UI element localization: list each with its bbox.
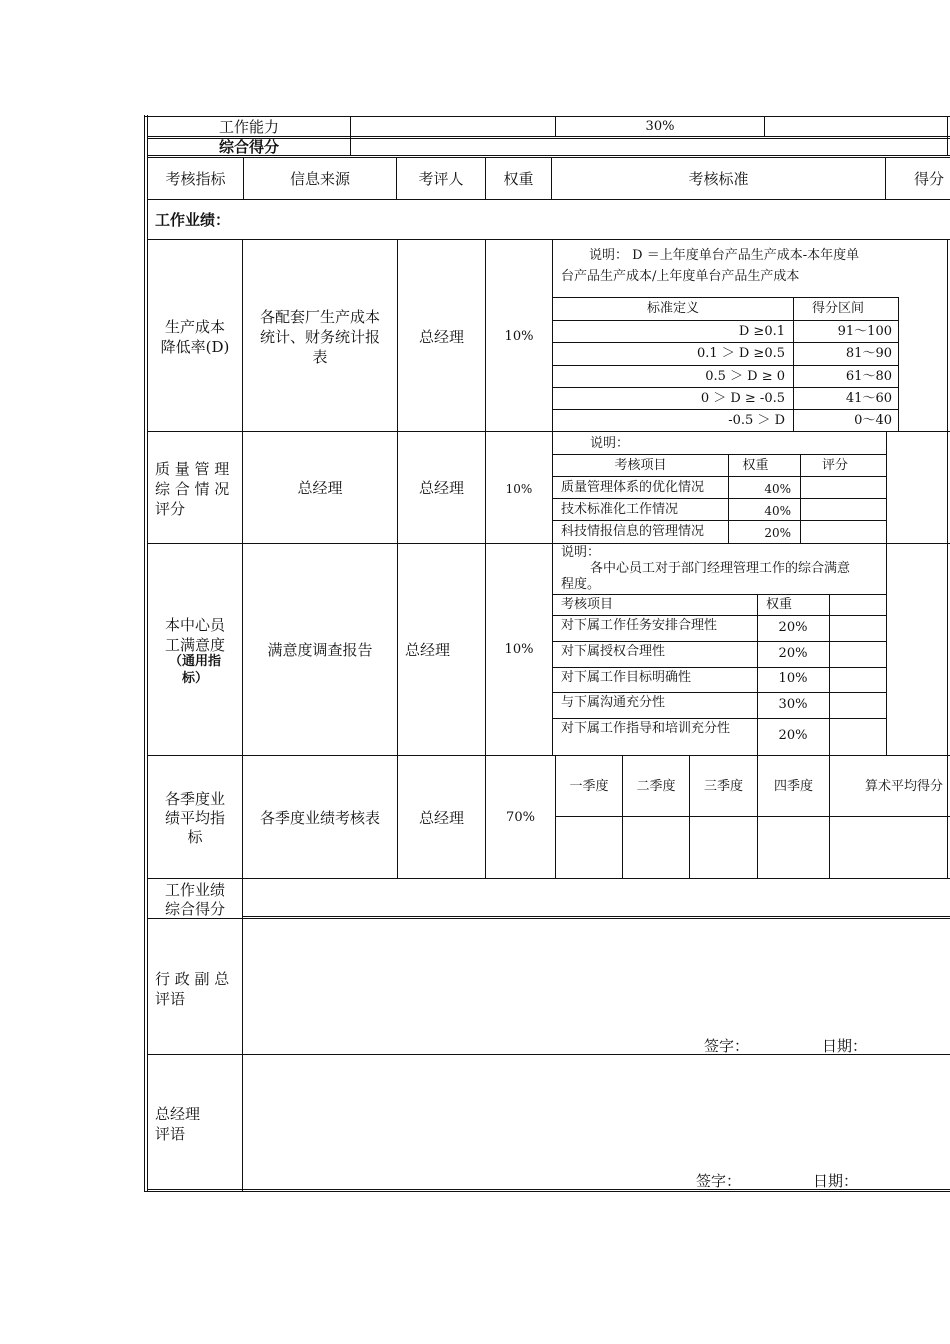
quality-col-item: 考核项目 — [614, 458, 667, 473]
vp-sign-label: 签字： — [704, 1037, 750, 1055]
quality-weight: 10% — [505, 482, 533, 496]
cost-evaluator: 总经理 — [418, 328, 464, 346]
cost-source-line2: 统计、财务统计报 — [259, 328, 380, 346]
quarter-q4: 四季度 — [773, 779, 813, 794]
quality-source: 总经理 — [297, 479, 343, 497]
gm-date-label: 日期： — [813, 1172, 859, 1190]
cost-desc-line1: 说明： D ＝上年度单台产品生产成本-本年度单 — [589, 248, 860, 263]
quality-col-score: 评分 — [821, 458, 848, 473]
header-source: 信息来源 — [289, 169, 350, 188]
cost-row-def: D ≥0.1 — [738, 324, 785, 339]
cost-row-range: 81～90 — [845, 346, 892, 361]
cost-source-line1: 各配套厂生产成本 — [259, 308, 380, 326]
satisfaction-name-line1: 本中心员 — [164, 616, 225, 634]
quality-row-item: 质量管理体系的优化情况 — [561, 480, 705, 495]
cost-name-line1: 生产成本 — [164, 318, 225, 336]
cost-row-def: 0 ＞ D ≥ -0.5 — [700, 391, 785, 406]
satisfaction-row-weight: 30% — [778, 697, 808, 712]
perf-total-line2: 综合得分 — [164, 900, 225, 918]
satisfaction-row-weight: 10% — [778, 671, 808, 686]
cost-row-def: 0.5 ＞ D ≥ 0 — [705, 369, 785, 384]
gm-comment-line1: 总经理 — [155, 1105, 201, 1123]
header-evaluator: 考评人 — [418, 169, 464, 188]
satisfaction-weight: 10% — [504, 642, 534, 657]
satisfaction-col-weight: 权重 — [766, 597, 793, 612]
vp-comment-line1: 行 政 副 总 — [155, 970, 230, 988]
cost-row-def: -0.5 ＞ D — [728, 413, 785, 428]
quality-desc: 说明： — [590, 436, 630, 451]
total-score-label: 综合得分 — [218, 138, 279, 156]
quality-col-weight: 权重 — [742, 458, 769, 473]
quarter-q1: 一季度 — [569, 779, 609, 794]
quality-row-item: 科技情报信息的管理情况 — [561, 524, 705, 539]
section-title: 工作业绩： — [155, 211, 231, 229]
quality-name-line2: 综 合 情 况 — [155, 480, 230, 498]
quality-evaluator: 总经理 — [418, 479, 464, 497]
quarter-name-line2: 绩平均指 — [164, 809, 225, 827]
satisfaction-row-weight: 20% — [778, 620, 808, 635]
vp-comment-line2: 评语 — [155, 990, 186, 1008]
quality-row-weight: 40% — [764, 504, 791, 518]
satisfaction-col-item: 考核项目 — [561, 597, 614, 612]
cost-source-line3: 表 — [312, 348, 328, 366]
quality-row-weight: 20% — [764, 526, 791, 540]
quarter-average: 算术平均得分 — [864, 779, 943, 794]
quality-row-weight: 40% — [764, 482, 791, 496]
gm-sign-label: 签字： — [696, 1172, 742, 1190]
quarter-q2: 二季度 — [636, 779, 676, 794]
satisfaction-source: 满意度调查报告 — [267, 641, 373, 659]
cost-col-definition: 标准定义 — [646, 301, 699, 316]
cost-name-line2: 降低率(D) — [160, 338, 230, 356]
satisfaction-row-item: 对下属授权合理性 — [561, 644, 666, 659]
vp-date-label: 日期： — [822, 1037, 868, 1055]
cost-weight: 10% — [504, 329, 534, 344]
quarter-evaluator: 总经理 — [418, 809, 464, 827]
satisfaction-row-item: 对下属工作目标明确性 — [561, 670, 692, 685]
cost-row-range: 61～80 — [845, 369, 892, 384]
satisfaction-name-line2: 工满意度 — [164, 636, 225, 654]
satisfaction-name-line3: （通用指 — [168, 654, 221, 669]
satisfaction-row-item: 对下属工作任务安排合理性 — [561, 618, 718, 633]
quarter-name-line1: 各季度业 — [164, 790, 225, 808]
header-score: 得分 — [913, 169, 944, 188]
satisfaction-row-weight: 20% — [778, 728, 808, 743]
work-ability-weight: 30% — [645, 119, 675, 134]
satisfaction-desc-line1: 说明： — [561, 545, 601, 560]
satisfaction-row-weight: 20% — [778, 646, 808, 661]
cost-row-def: 0.1 ＞ D ≥0.5 — [696, 346, 785, 361]
quarter-q3: 三季度 — [703, 779, 743, 794]
perf-total-line1: 工作业绩 — [164, 881, 225, 899]
satisfaction-evaluator: 总经理 — [405, 641, 451, 659]
quality-name-line1: 质 量 管 理 — [155, 460, 230, 478]
satisfaction-row-item: 与下属沟通充分性 — [561, 695, 666, 710]
header-standard: 考核标准 — [688, 169, 749, 188]
cost-desc-line2: 台产品生产成本/上年度单台产品生产成本 — [561, 269, 800, 284]
header-indicator: 考核指标 — [165, 169, 226, 188]
work-ability-label: 工作能力 — [218, 118, 279, 136]
quarter-weight: 70% — [506, 810, 535, 825]
cost-row-range: 0～40 — [854, 413, 892, 428]
quality-row-item: 技术标准化工作情况 — [561, 502, 679, 517]
quality-name-line3: 评分 — [155, 500, 186, 518]
gm-comment-line2: 评语 — [155, 1125, 186, 1143]
satisfaction-name-line4: 标） — [181, 671, 208, 686]
cost-col-range: 得分区间 — [811, 301, 864, 316]
satisfaction-desc-line3: 程度。 — [561, 577, 601, 592]
cost-row-range: 41～60 — [845, 391, 892, 406]
header-weight: 权重 — [503, 169, 534, 188]
cost-row-range: 91～100 — [837, 324, 892, 339]
satisfaction-desc-line2: 各中心员工对于部门经理管理工作的综合满意 — [590, 561, 851, 576]
satisfaction-row-item: 对下属工作指导和培训充分性 — [561, 721, 731, 736]
quarter-source: 各季度业绩考核表 — [259, 809, 380, 827]
quarter-name-line3: 标 — [187, 828, 203, 846]
